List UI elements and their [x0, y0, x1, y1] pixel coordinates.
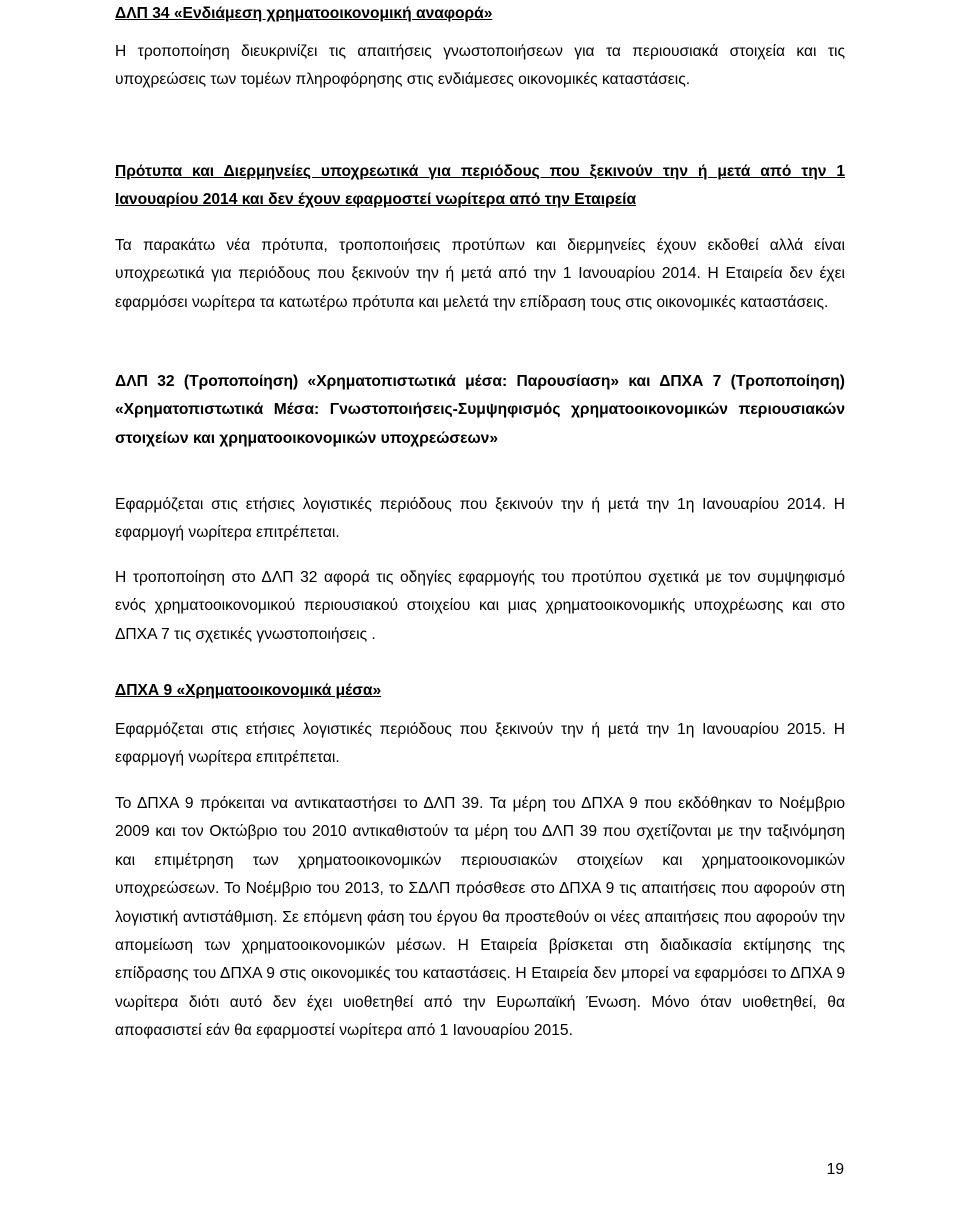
heading-ias32-ifrs7: ΔΛΠ 32 (Τροποποίηση) «Χρηματοπιστωτικά μέσα: Παρουσίαση» και ΔΠΧΑ 7 (Τροποποίηση) «Χρηματοπιστωτικά Μέσα: Γνωστοποιήσεις-Συμψηφισμός χρηματοοικονομικών περιουσιακών στοιχείων και χρηματοοικονομικών υποχρεώσεων»: [115, 373, 845, 447]
paragraph-ias34: Η τροποποίηση διευκρινίζει τις απαιτήσεις γνωστοποιήσεων για τα περιουσιακά στοιχεία και τις υποχρεώσεις των τομέων πληροφόρησης στις ενδιάμεσες οικονομικές καταστάσεις.: [115, 43, 845, 89]
paragraph-mandatory-standards: Τα παρακάτω νέα πρότυπα, τροποποιήσεις προτύπων και διερμηνείες έχουν εκδοθεί αλλά είναι υποχρεωτικά για περιόδους που ξεκινούν την ή μετά από την 1 Ιανουαρίου 2014. Η Εταιρεία δεν έχει εφαρμόσει νωρίτερα τα κατωτέρω πρότυπα και μελετά την επίδραση τους στις οικονομικές καταστάσεις.: [115, 237, 845, 311]
heading-ias34: ΔΛΠ 34 «Ενδιάμεση χρηματοοικονομική αναφορά»: [115, 5, 493, 22]
page-number: 19: [826, 1161, 844, 1178]
heading-mandatory-standards: Πρότυπα και Διερμηνείες υποχρεωτικά για περιόδους που ξεκινούν την ή μετά από την 1 Ιανουαρίου 2014 και δεν έχουν εφαρμοστεί νωρίτερα από την Εταιρεία: [115, 163, 845, 209]
paragraph-ias32-effective: Εφαρμόζεται στις ετήσιες λογιστικές περιόδους που ξεκινούν την ή μετά την 1η Ιανουαρίου 2014. Η εφαρμογή νωρίτερα επιτρέπεται.: [115, 496, 845, 542]
paragraph-ifrs9-effective: Εφαρμόζεται στις ετήσιες λογιστικές περιόδους που ξεκινούν την ή μετά την 1η Ιανουαρίου 2015. Η εφαρμογή νωρίτερα επιτρέπεται.: [115, 721, 845, 767]
paragraph-ifrs9-details: Το ΔΠΧΑ 9 πρόκειται να αντικαταστήσει το ΔΛΠ 39. Τα μέρη του ΔΠΧΑ 9 που εκδόθηκαν το Νοέμβριο 2009 και τον Οκτώβριο του 2010 αντικαθιστούν τα μέρη του ΔΛΠ 39 που σχετίζονται με την ταξινόμηση και επιμέτρηση των χρηματοοικονομικών περιουσιακών στοιχείων και χρηματοοικονομικών υποχρεώσεων. Το Νοέμβριο του 2013, το ΣΔΛΠ πρόσθεσε στο ΔΠΧΑ 9 τις απαιτήσεις που αφορούν στη λογιστική αντιστάθμιση. Σε επόμενη φάση του έργου θα προστεθούν οι νέες απαιτήσεις που αφορούν την απομείωση των χρηματοοικονομικών μέσων. Η Εταιρεία βρίσκεται στη διαδικασία εκτίμησης της επίδρασης του ΔΠΧΑ 9 στις οικονομικές του καταστάσεις. Η Εταιρεία δεν μπορεί να εφαρμόσει το ΔΠΧΑ 9 νωρίτερα διότι αυτό δεν έχει υιοθετηθεί από την Ευρωπαϊκή Ένωση. Μόνο όταν υιοθετηθεί, θα αποφασιστεί εάν θα εφαρμοστεί νωρίτερα από 1 Ιανουαρίου 2015.: [115, 795, 845, 1040]
heading-ifrs9: ΔΠΧΑ 9 «Χρηματοοικονομικά μέσα»: [115, 682, 382, 699]
paragraph-ias32-details: Η τροποποίηση στο ΔΛΠ 32 αφορά τις οδηγίες εφαρμογής του προτύπου σχετικά με τον συμψηφισμό ενός χρηματοοικονομικού περιουσιακού στοιχείου και μιας χρηματοοικονομικής υποχρέωσης και στο ΔΠΧΑ 7 τις σχετικές γνωστοποιήσεις .: [115, 569, 845, 643]
